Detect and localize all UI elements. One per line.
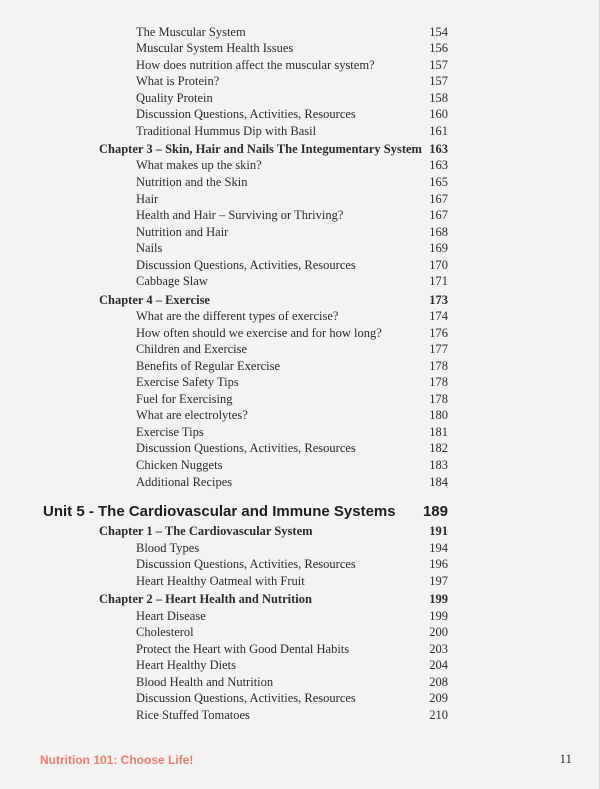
toc-item-page: 163 bbox=[429, 158, 448, 172]
toc-item-title: Discussion Questions, Activities, Resources bbox=[136, 107, 356, 121]
toc-chapter-page: 199 bbox=[429, 592, 448, 606]
toc-item-page: 157 bbox=[429, 74, 448, 88]
toc-item-row bbox=[0, 674, 600, 690]
toc-chapter-row bbox=[0, 292, 600, 308]
toc-item-title: Children and Exercise bbox=[136, 342, 248, 356]
toc-unit-page: 189 bbox=[422, 503, 448, 520]
toc-item-row bbox=[0, 191, 600, 207]
toc-item-page: 157 bbox=[429, 58, 448, 72]
toc-chapter-title: Chapter 2 – Heart Health and Nutrition bbox=[99, 592, 312, 606]
toc-item-title: Nutrition and Hair bbox=[136, 225, 229, 239]
toc-item-title: Fuel for Exercising bbox=[136, 392, 233, 406]
toc-item-page: 178 bbox=[429, 375, 448, 389]
toc-item-row bbox=[0, 608, 600, 624]
toc-item-row bbox=[0, 341, 600, 357]
toc-item-row bbox=[0, 157, 600, 173]
toc-item-row bbox=[0, 273, 600, 289]
toc-item-page: 182 bbox=[429, 441, 448, 455]
toc-item-title: The Muscular System bbox=[136, 25, 246, 39]
toc-chapter-page: 163 bbox=[429, 142, 448, 156]
toc-item-row bbox=[0, 90, 600, 106]
toc-item-row bbox=[0, 24, 600, 40]
toc-item-title: Blood Types bbox=[136, 541, 200, 555]
toc-chapter-title: Chapter 1 – The Cardiovascular System bbox=[99, 524, 313, 538]
toc-item-title: Discussion Questions, Activities, Resources bbox=[136, 691, 356, 705]
toc-item-page: 178 bbox=[429, 359, 448, 373]
toc-item-title: Discussion Questions, Activities, Resources bbox=[136, 258, 356, 272]
toc-item-page: 199 bbox=[429, 609, 448, 623]
toc-item-page: 204 bbox=[429, 658, 448, 672]
toc-chapter-row bbox=[0, 523, 600, 539]
toc-item-page: 180 bbox=[429, 408, 448, 422]
toc-item-page: 181 bbox=[429, 425, 448, 439]
toc-item-title: Benefits of Regular Exercise bbox=[136, 359, 281, 373]
toc-item-title: How often should we exercise and for how long? bbox=[136, 326, 382, 340]
toc-item-row bbox=[0, 573, 600, 589]
toc-item-row bbox=[0, 240, 600, 256]
toc-item-row bbox=[0, 40, 600, 56]
toc-item-title: Cholesterol bbox=[136, 625, 194, 639]
toc-item-title: Exercise Tips bbox=[136, 425, 204, 439]
toc-item-row bbox=[0, 707, 600, 723]
toc-item-page: 158 bbox=[429, 91, 448, 105]
toc-item-row bbox=[0, 424, 600, 440]
toc-item-row bbox=[0, 358, 600, 374]
toc-item-title: Heart Healthy Diets bbox=[136, 658, 236, 672]
toc-item-row bbox=[0, 391, 600, 407]
toc-item-row bbox=[0, 308, 600, 324]
toc-item-title: Hair bbox=[136, 192, 159, 206]
toc-item-page: 176 bbox=[429, 326, 448, 340]
toc-item-title: Quality Protein bbox=[136, 91, 213, 105]
toc-item-page: 184 bbox=[429, 475, 448, 489]
toc-item-page: 167 bbox=[429, 208, 448, 222]
toc-unit-title: Unit 5 - The Cardiovascular and Immune Systems bbox=[43, 503, 396, 520]
toc-item-page: 171 bbox=[429, 274, 448, 288]
toc-item-title: What are electrolytes? bbox=[136, 408, 248, 422]
toc-item-page: 177 bbox=[429, 342, 448, 356]
toc-item-title: What makes up the skin? bbox=[136, 158, 262, 172]
toc-item-page: 161 bbox=[429, 124, 448, 138]
toc-item-page: 197 bbox=[429, 574, 448, 588]
toc-item-title: Nutrition and the Skin bbox=[136, 175, 248, 189]
toc-item-page: 208 bbox=[429, 675, 448, 689]
toc-item-row bbox=[0, 174, 600, 190]
toc-item-page: 165 bbox=[429, 175, 448, 189]
toc-item-title: Discussion Questions, Activities, Resources bbox=[136, 557, 356, 571]
toc-item-row bbox=[0, 207, 600, 223]
toc-item-title: Blood Health and Nutrition bbox=[136, 675, 274, 689]
toc-item-title: Rice Stuffed Tomatoes bbox=[136, 708, 250, 722]
toc-item-row bbox=[0, 474, 600, 490]
toc-item-title: Exercise Safety Tips bbox=[136, 375, 239, 389]
toc-item-title: Heart Healthy Oatmeal with Fruit bbox=[136, 574, 305, 588]
toc-item-title: Heart Disease bbox=[136, 609, 206, 623]
toc-item-page: 167 bbox=[429, 192, 448, 206]
toc-item-row bbox=[0, 624, 600, 640]
toc-item-page: 154 bbox=[429, 25, 448, 39]
toc-item-row bbox=[0, 440, 600, 456]
toc-item-title: Discussion Questions, Activities, Resources bbox=[136, 441, 356, 455]
toc-item-page: 156 bbox=[429, 41, 448, 55]
toc-item-page: 210 bbox=[429, 708, 448, 722]
toc-chapter-row bbox=[0, 591, 600, 607]
toc-chapter-row bbox=[0, 141, 600, 157]
toc-item-row bbox=[0, 540, 600, 556]
toc-item-title: What is Protein? bbox=[136, 74, 220, 88]
toc-item-title: Protect the Heart with Good Dental Habits bbox=[136, 642, 350, 656]
toc-item-row bbox=[0, 224, 600, 240]
footer-book-title: Nutrition 101: Choose Life! bbox=[40, 753, 194, 767]
toc-item-row bbox=[0, 457, 600, 473]
toc-chapter-title: Chapter 4 – Exercise bbox=[99, 293, 210, 307]
toc-item-row bbox=[0, 407, 600, 423]
toc-item-page: 194 bbox=[429, 541, 448, 555]
toc-chapter-title: Chapter 3 – Skin, Hair and Nails The Integumentary System bbox=[99, 142, 422, 156]
toc-item-title: What are the different types of exercise? bbox=[136, 309, 339, 323]
toc-item-page: 169 bbox=[429, 241, 448, 255]
toc-item-page: 203 bbox=[429, 642, 448, 656]
toc-item-row bbox=[0, 374, 600, 390]
toc-item-row bbox=[0, 556, 600, 572]
toc-item-row bbox=[0, 257, 600, 273]
toc-item-row bbox=[0, 57, 600, 73]
toc-item-title: Traditional Hummus Dip with Basil bbox=[136, 124, 317, 138]
toc-item-title: How does nutrition affect the muscular system? bbox=[136, 58, 375, 72]
toc-item-page: 196 bbox=[429, 557, 448, 571]
toc-item-page: 200 bbox=[429, 625, 448, 639]
toc-item-page: 183 bbox=[429, 458, 448, 472]
toc-item-title: Additional Recipes bbox=[136, 475, 233, 489]
toc-item-title: Health and Hair – Surviving or Thriving? bbox=[136, 208, 344, 222]
toc-item-page: 178 bbox=[429, 392, 448, 406]
toc-chapter-page: 173 bbox=[429, 293, 448, 307]
toc-item-title: Nails bbox=[136, 241, 163, 255]
footer-page-number: 11 bbox=[559, 751, 572, 766]
toc-item-title: Chicken Nuggets bbox=[136, 458, 223, 472]
toc-item-row bbox=[0, 690, 600, 706]
toc-item-title: Cabbage Slaw bbox=[136, 274, 208, 288]
toc-item-row bbox=[0, 123, 600, 139]
toc-item-page: 168 bbox=[429, 225, 448, 239]
toc-item-page: 174 bbox=[429, 309, 448, 323]
toc-item-row bbox=[0, 73, 600, 89]
toc-item-row bbox=[0, 106, 600, 122]
toc-item-page: 160 bbox=[429, 107, 448, 121]
toc-item-row bbox=[0, 325, 600, 341]
toc-unit-row bbox=[0, 502, 600, 522]
toc-chapter-page: 191 bbox=[429, 524, 448, 538]
toc-item-page: 209 bbox=[429, 691, 448, 705]
toc-item-page: 170 bbox=[429, 258, 448, 272]
toc-item-row bbox=[0, 641, 600, 657]
toc-item-row bbox=[0, 657, 600, 673]
toc-item-title: Muscular System Health Issues bbox=[136, 41, 294, 55]
